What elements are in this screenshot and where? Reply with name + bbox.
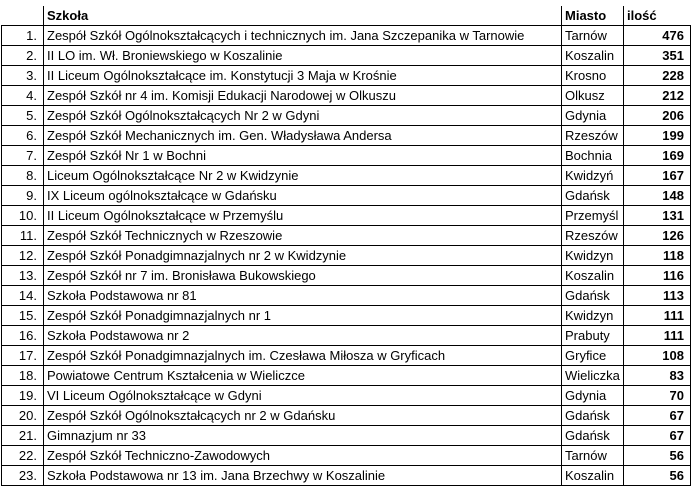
count-cell: 70: [624, 386, 691, 406]
row-number-cell: 3.: [2, 66, 44, 86]
row-number-cell: 11.: [2, 226, 44, 246]
row-number-cell: 9.: [2, 186, 44, 206]
school-name-cell: Zespół Szkół nr 7 im. Bronisława Bukowskiego: [44, 266, 562, 286]
row-number-cell: 4.: [2, 86, 44, 106]
row-number-cell: 16.: [2, 326, 44, 346]
school-name-cell: Zespół Szkół Ponadgimnazjalnych nr 1: [44, 306, 562, 326]
school-name-cell: Liceum Ogólnokształcące Nr 2 w Kwidzynie: [44, 166, 562, 186]
table-row: [2, 426, 691, 446]
city-cell: Wieliczka: [562, 366, 624, 386]
header-city: Miasto: [562, 6, 624, 26]
table-row: [2, 406, 691, 426]
table-row: [2, 226, 691, 246]
city-cell: Koszalin: [562, 46, 624, 66]
count-cell: 113: [624, 286, 691, 306]
table-row: [2, 446, 691, 466]
header-count: ilość: [624, 6, 691, 26]
count-cell: 131: [624, 206, 691, 226]
city-cell: Gdańsk: [562, 426, 624, 446]
table-row: [2, 306, 691, 326]
table-row: [2, 346, 691, 366]
city-cell: Gdańsk: [562, 406, 624, 426]
school-name-cell: VI Liceum Ogólnokształcące w Gdyni: [44, 386, 562, 406]
header-row: [2, 6, 691, 26]
row-number-cell: 13.: [2, 266, 44, 286]
count-cell: 83: [624, 366, 691, 386]
city-cell: Przemyśl: [562, 206, 624, 226]
row-number-cell: 10.: [2, 206, 44, 226]
table-row: [2, 386, 691, 406]
table-row: [2, 186, 691, 206]
count-cell: 111: [624, 306, 691, 326]
city-cell: Gdynia: [562, 106, 624, 126]
school-name-cell: II Liceum Ogólnokształcące im. Konstytucji 3 Maja w Krośnie: [44, 66, 562, 86]
city-cell: Koszalin: [562, 266, 624, 286]
school-name-cell: Zespół Szkół nr 4 im. Komisji Edukacji Narodowej w Olkuszu: [44, 86, 562, 106]
city-cell: Kwidzyn: [562, 306, 624, 326]
school-name-cell: Zespół Szkół Ogólnokształcących Nr 2 w Gdyni: [44, 106, 562, 126]
row-number-cell: 20.: [2, 406, 44, 426]
school-name-cell: IX Liceum ogólnokształcące w Gdańsku: [44, 186, 562, 206]
school-name-cell: Zespół Szkół Technicznych w Rzeszowie: [44, 226, 562, 246]
city-cell: Tarnów: [562, 446, 624, 466]
row-number-cell: 22.: [2, 446, 44, 466]
school-name-cell: Zespół Szkół Ponadgimnazjalnych nr 2 w Kwidzynie: [44, 246, 562, 266]
city-cell: Bochnia: [562, 146, 624, 166]
row-number-cell: 19.: [2, 386, 44, 406]
count-cell: 67: [624, 426, 691, 446]
school-name-cell: Zespół Szkół Nr 1 w Bochni: [44, 146, 562, 166]
count-cell: 118: [624, 246, 691, 266]
table-body: [2, 26, 691, 486]
school-name-cell: Zespół Szkół Techniczno-Zawodowych: [44, 446, 562, 466]
count-cell: 148: [624, 186, 691, 206]
row-number-cell: 21.: [2, 426, 44, 446]
city-cell: Krosno: [562, 66, 624, 86]
row-number-cell: 8.: [2, 166, 44, 186]
school-name-cell: Zespół Szkół Ogólnokształcących i technicznych im. Jana Szczepanika w Tarnowie: [44, 26, 562, 46]
table-row: [2, 86, 691, 106]
school-name-cell: Szkoła Podstawowa nr 13 im. Jana Brzechwy w Koszalinie: [44, 466, 562, 486]
table-row: [2, 466, 691, 486]
row-number-cell: 12.: [2, 246, 44, 266]
school-name-cell: Szkoła Podstawowa nr 2: [44, 326, 562, 346]
header-school: Szkoła: [44, 6, 562, 26]
row-number-cell: 18.: [2, 366, 44, 386]
school-ranking-table: [1, 6, 691, 486]
count-cell: 167: [624, 166, 691, 186]
row-number-cell: 5.: [2, 106, 44, 126]
city-cell: Gdańsk: [562, 186, 624, 206]
count-cell: 67: [624, 406, 691, 426]
row-number-cell: 15.: [2, 306, 44, 326]
city-cell: Gryfice: [562, 346, 624, 366]
count-cell: 108: [624, 346, 691, 366]
count-cell: 111: [624, 326, 691, 346]
table-row: [2, 126, 691, 146]
table-row: [2, 66, 691, 86]
count-cell: 199: [624, 126, 691, 146]
table-row: [2, 206, 691, 226]
count-cell: 212: [624, 86, 691, 106]
city-cell: Kwidzyń: [562, 166, 624, 186]
row-number-cell: 14.: [2, 286, 44, 306]
table-row: [2, 146, 691, 166]
row-number-cell: 7.: [2, 146, 44, 166]
table-row: [2, 246, 691, 266]
row-number-cell: 2.: [2, 46, 44, 66]
table-row: [2, 266, 691, 286]
school-name-cell: Gimnazjum nr 33: [44, 426, 562, 446]
school-name-cell: II Liceum Ogólnokształcące w Przemyślu: [44, 206, 562, 226]
row-number-cell: 17.: [2, 346, 44, 366]
count-cell: 126: [624, 226, 691, 246]
city-cell: Gdynia: [562, 386, 624, 406]
city-cell: Rzeszów: [562, 226, 624, 246]
school-name-cell: Szkoła Podstawowa nr 81: [44, 286, 562, 306]
header-number: [2, 6, 44, 26]
table-row: [2, 106, 691, 126]
count-cell: 228: [624, 66, 691, 86]
school-name-cell: Powiatowe Centrum Kształcenia w Wieliczce: [44, 366, 562, 386]
table-row: [2, 166, 691, 186]
row-number-cell: 23.: [2, 466, 44, 486]
table-row: [2, 26, 691, 46]
city-cell: Rzeszów: [562, 126, 624, 146]
city-cell: Prabuty: [562, 326, 624, 346]
city-cell: Tarnów: [562, 26, 624, 46]
count-cell: 56: [624, 466, 691, 486]
table-row: [2, 366, 691, 386]
city-cell: Kwidzyn: [562, 246, 624, 266]
row-number-cell: 6.: [2, 126, 44, 146]
count-cell: 476: [624, 26, 691, 46]
count-cell: 56: [624, 446, 691, 466]
table-row: [2, 46, 691, 66]
count-cell: 206: [624, 106, 691, 126]
table-row: [2, 326, 691, 346]
school-name-cell: Zespół Szkół Mechanicznych im. Gen. Władysława Andersa: [44, 126, 562, 146]
school-name-cell: II LO im. Wł. Broniewskiego w Koszalinie: [44, 46, 562, 66]
city-cell: Olkusz: [562, 86, 624, 106]
count-cell: 351: [624, 46, 691, 66]
row-number-cell: 1.: [2, 26, 44, 46]
city-cell: Koszalin: [562, 466, 624, 486]
table-row: [2, 286, 691, 306]
count-cell: 116: [624, 266, 691, 286]
count-cell: 169: [624, 146, 691, 166]
school-name-cell: Zespół Szkół Ogólnokształcących nr 2 w Gdańsku: [44, 406, 562, 426]
city-cell: Gdańsk: [562, 286, 624, 306]
school-name-cell: Zespół Szkół Ponadgimnazjalnych im. Czesława Miłosza w Gryficach: [44, 346, 562, 366]
